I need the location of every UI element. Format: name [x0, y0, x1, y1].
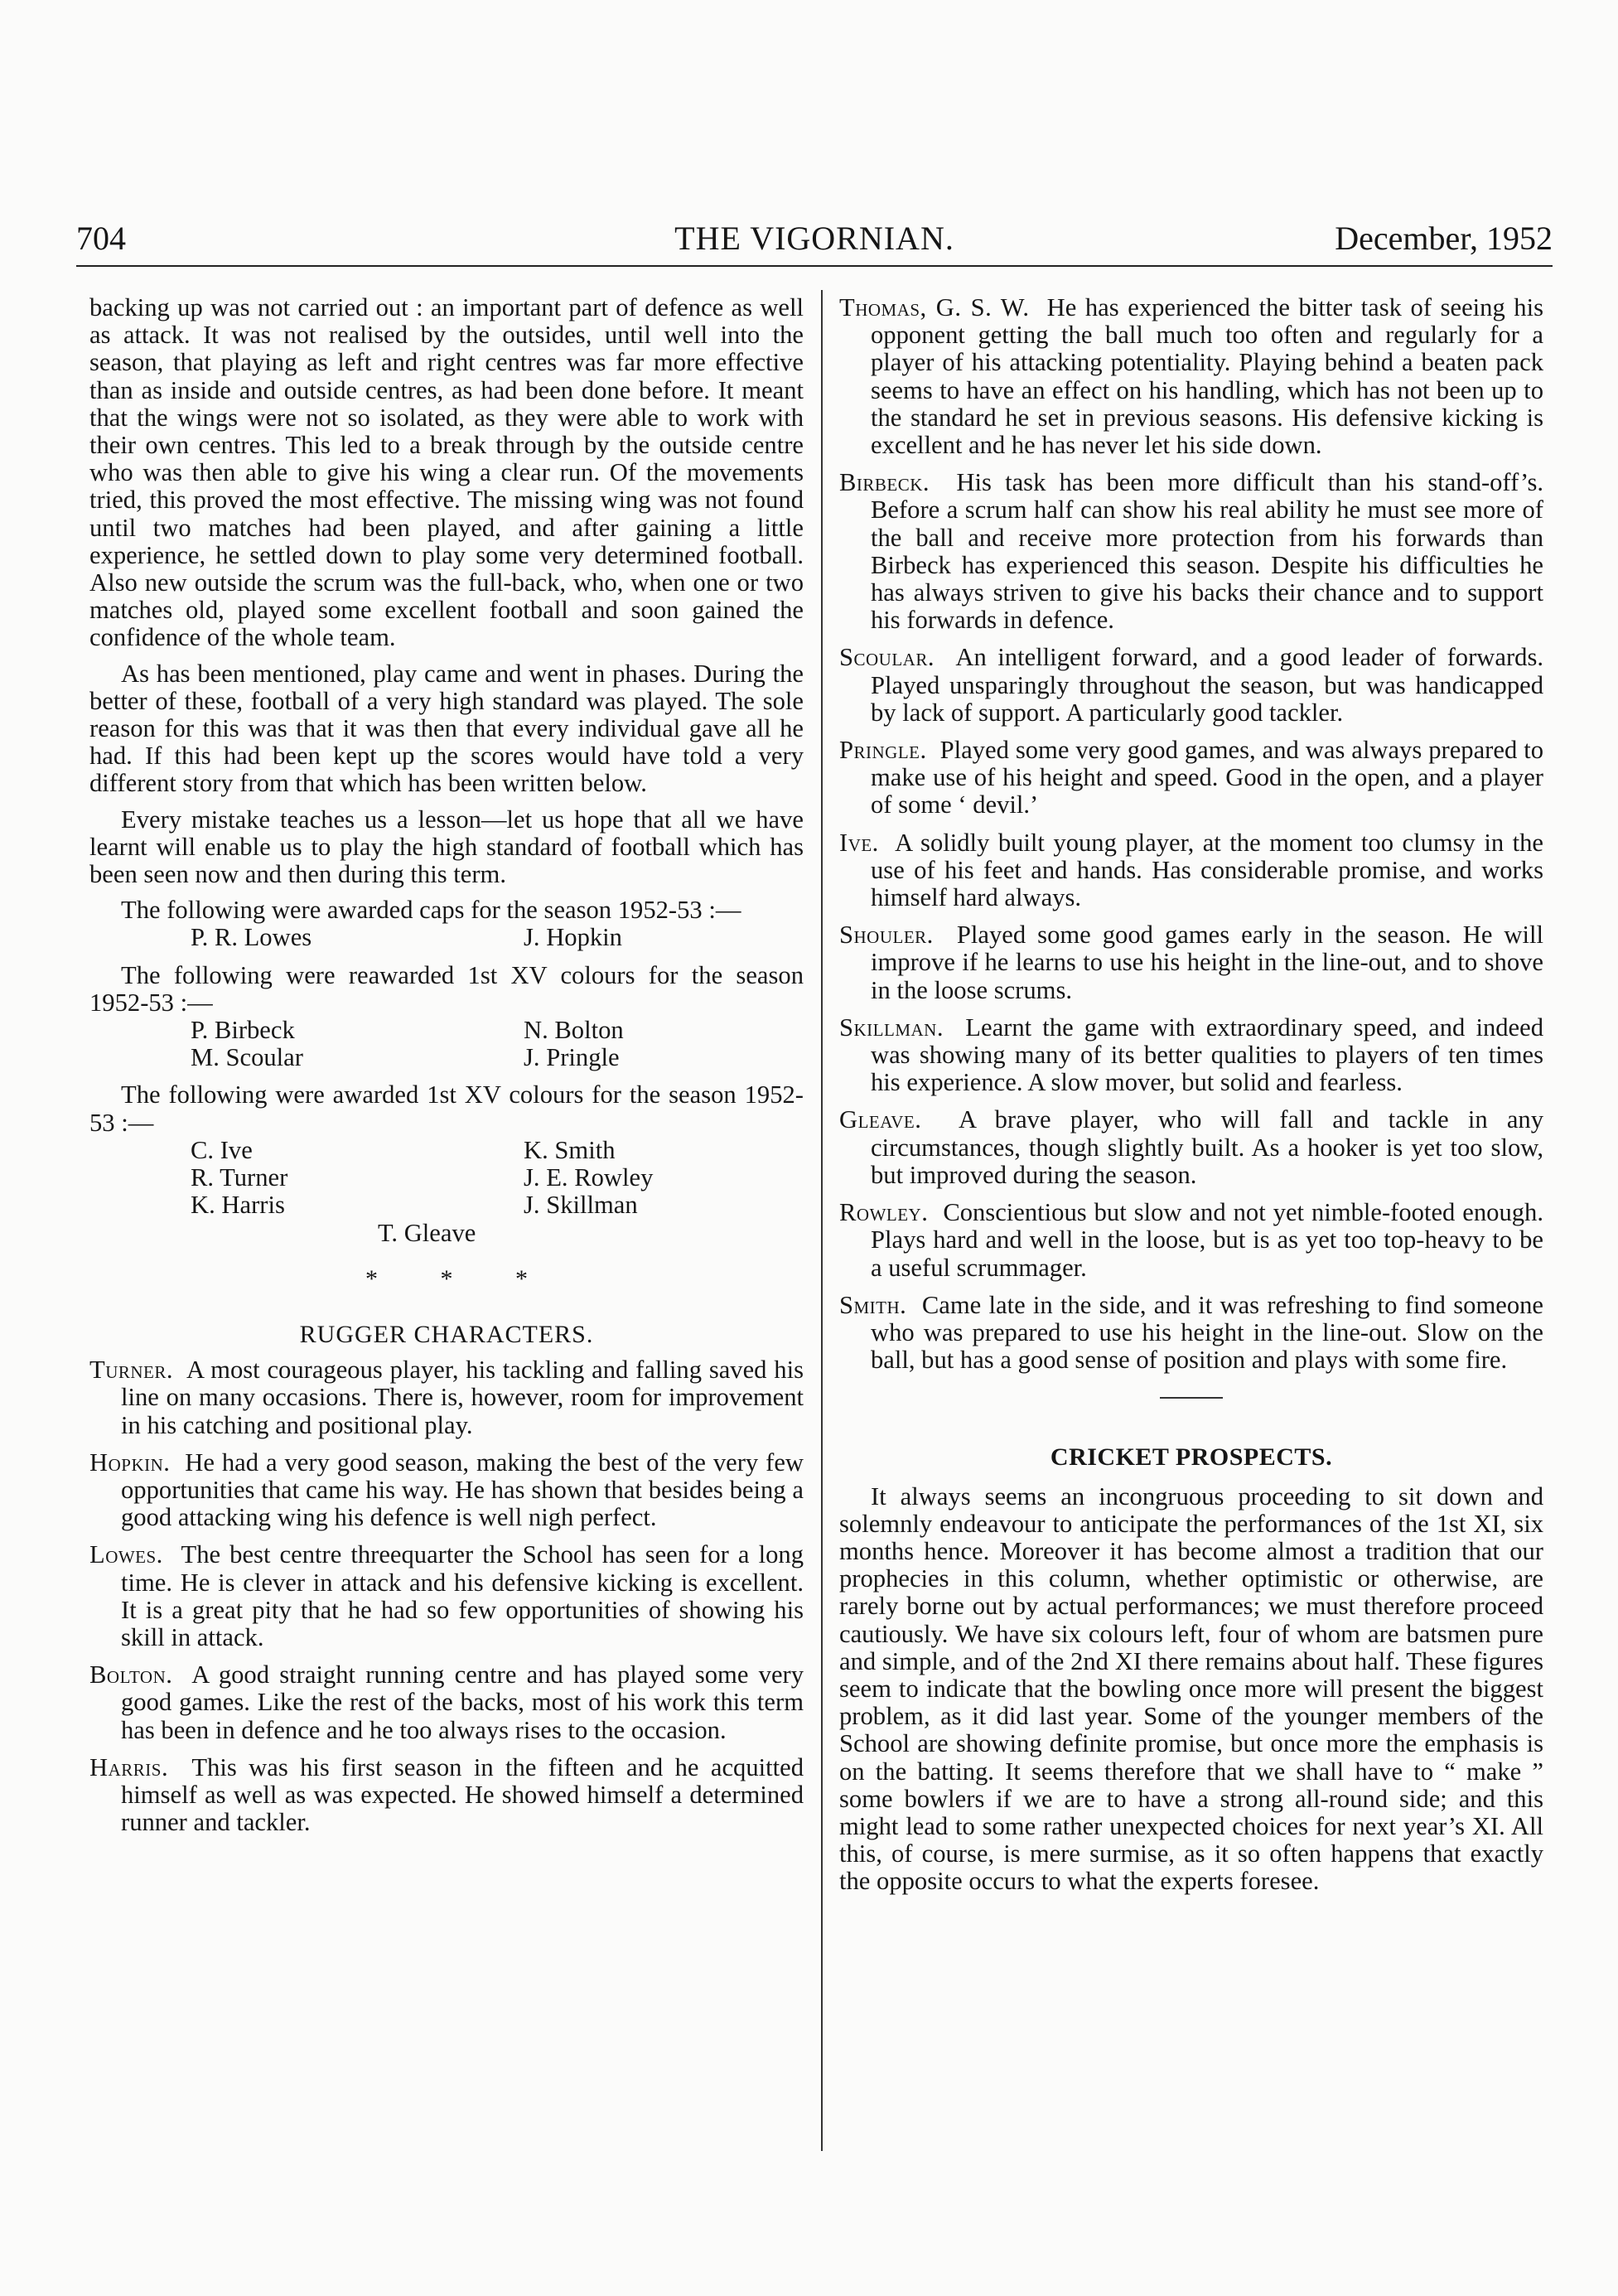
caps-intro: The following were awarded caps for the season 1952-53 :—	[121, 896, 741, 925]
reawarded-intro: The following were reawarded 1st XV colours for the season 1952-53 :—	[89, 960, 804, 1017]
player-description: A solidly built young player, at the moment too clumsy in the use of his feet and hands. Has considerable promise, and works himself hard always.	[871, 828, 1544, 912]
name-entry: J. Skillman	[524, 1191, 638, 1220]
awarded-intro: The following were awarded 1st XV colours for the season 1952-53 :—	[89, 1080, 804, 1137]
player-description: Conscientious but slow and not yet nimble-footed enough. Plays hard and well in the loose, but is as yet too top-heavy to be a useful scrummager.	[871, 1198, 1543, 1282]
player-description: A good straight running centre and has played some very good games. Like the rest of the backs, most of his work this term has been in defence and he too always rises to the occasion.	[121, 1660, 804, 1744]
player-name: Birbeck.	[839, 468, 930, 497]
left-column	[89, 294, 804, 1846]
player-description: His task has been more difficult than his stand-off’s. Before a scrum half can show his real ability he must see more of the ball and receive more protection from his forwards than Birbeck has experienced this season. Despite his difficulties he has always striven to give his backs their chance and to support his forwards in defence.	[871, 468, 1543, 635]
player-name: Hopkin.	[89, 1448, 171, 1477]
character-entry	[89, 1449, 804, 1532]
character-entry	[839, 644, 1543, 727]
name-entry: J. Pringle	[524, 1043, 620, 1072]
name-entry: K. Harris	[191, 1191, 285, 1220]
player-name: Rowley.	[839, 1198, 929, 1227]
running-header	[76, 209, 1553, 263]
player-description: The best centre threequarter the School has seen for a long time. He is clever in attack and his defensive kicking is excellent. It is a great pity that he had so few opportunities of showing his skill in attack.	[121, 1540, 804, 1651]
character-entry	[839, 1106, 1543, 1189]
header-rule	[76, 265, 1553, 267]
awarded-list	[89, 1137, 804, 1220]
player-name: Ive.	[839, 828, 879, 857]
rugby-report-phases: As has been mentioned, play came and went in phases. During the better of these, football of a very high standard was played. The sole reason for this was that it was then that every individual gave all he had. If this had been kept up the scores would have told a very different story from that which has been written below.	[89, 659, 804, 798]
player-name: Shouler.	[839, 921, 934, 950]
player-description: This was his first season in the fifteen and he acquitted himself as well as was expected. He showed himself a determined runner and tackler.	[121, 1752, 804, 1837]
name-entry: J. Hopkin	[524, 923, 622, 952]
player-name: Turner.	[89, 1356, 174, 1385]
character-entry	[839, 829, 1543, 912]
cricket-prospects-heading: CRICKET PROSPECTS.	[1050, 1443, 1333, 1472]
player-description: Played some good games early in the season. He will improve if he learns to use his height in the line-out, and to shove in the loose scrums.	[871, 921, 1544, 1004]
name-entry: J. E. Rowley	[524, 1163, 654, 1192]
rugby-report-continued: backing up was not carried out : an important part of defence as well as attack. It was not realised by the outsides, until well into the season, that playing as left and right centres was far more effective than as inside and outside centres, as had been done before. It meant that the wings were not so isolated, as they were able to work with their own centres. This led to a break through by the outside centre who was then able to give his wing a clear run. Of the movements tried, this proved the most effective. The missing wing was not found until two matches had been played, and after gaining a little experience, he settled down to play some very determined football. Also new outside the scrum was the full-back, who, when one or two matches old, played some excellent football and soon gained the confidence of the whole team.	[89, 293, 804, 652]
player-name: Thomas, G. S. W.	[839, 293, 1030, 321]
character-entry	[839, 469, 1543, 634]
player-description: A most courageous player, his tackling and falling saved his line on many occasions. There is, however, room for improvement in his catching and positional play.	[121, 1356, 804, 1439]
rugby-report-lesson: Every mistake teaches us a lesson—let us hope that all we have learnt will enable us to play the high standard of football which has been seen now and then during this term.	[89, 805, 804, 889]
player-name: Scoular.	[839, 643, 935, 672]
caps-list	[89, 924, 804, 951]
name-entry: P. Birbeck	[191, 1016, 295, 1045]
character-entry	[89, 1356, 804, 1439]
character-entry	[89, 1754, 804, 1837]
player-name: Gleave.	[839, 1105, 922, 1134]
player-name: Lowes.	[89, 1540, 163, 1569]
player-name: Harris.	[89, 1752, 169, 1781]
reawarded-list	[89, 1017, 804, 1071]
player-description: He had a very good season, making the best of the very few opportunities that came his way. He has shown that besides being a good attacking wing his defence is well nigh perfect.	[121, 1448, 804, 1532]
player-name: Smith.	[839, 1290, 907, 1319]
right-column	[839, 294, 1543, 1904]
character-entry	[839, 1199, 1543, 1282]
name-entry: N. Bolton	[524, 1016, 624, 1045]
character-entry	[839, 294, 1543, 459]
name-entry: M. Scoular	[191, 1043, 303, 1072]
cricket-prospects-text: It always seems an incongruous proceeding to sit down and solemnly endeavour to anticipate the performances of the 1st XI, six months hence. Moreover it has become almost a tradition that our prophecies in this column, whether optimistic or otherwise, are rarely borne out by actual performances; we must therefore proceed cautiously. We have six colours left, four of whom are batsmen pure and simple, and of the 2nd XI there remains about half. These figures seem to indicate that the bowling once more will present the biggest problem, as it did last year. Some of the younger members of the School are showing definite promise, but once more the emphasis is on the batting. It seems therefore that we shall have to “ make ” some bowlers if we are to have a strong all-round side; and this might lead to some rather unexpected choices for next year’s XI. All this, of course, is mere surmise, as it so often happens that exactly the opposite occurs to what the experts foresee.	[839, 1482, 1543, 1896]
column-divider	[821, 290, 823, 2151]
player-name: Skillman.	[839, 1013, 944, 1042]
section-separator-stars: * * *	[365, 1264, 556, 1293]
character-entry	[89, 1661, 804, 1744]
character-entry	[89, 1541, 804, 1651]
character-entry	[839, 921, 1543, 1004]
name-entry: K. Smith	[524, 1135, 616, 1164]
page-number: 704	[76, 220, 126, 257]
player-name: Pringle.	[839, 736, 927, 765]
publication-title: THE VIGORNIAN.	[674, 220, 954, 257]
player-name: Bolton.	[89, 1660, 173, 1689]
name-entry: C. Ive	[191, 1135, 253, 1164]
player-description: Came late in the side, and it was refreshing to find someone who was prepared to use his height in the line-out. Slow on the ball, but has a good sense of position and plays with some fire.	[871, 1290, 1543, 1375]
player-description: Learnt the game with extraordinary speed, and indeed was showing many of its better qualities to players of ten times his experience. A slow mover, but solid and fearless.	[871, 1013, 1544, 1097]
player-description: He has experienced the bitter task of seeing his opponent getting the ball much too often and regularly for a player of his attacking potentiality. Playing behind a beaten pack seems to have an effect on his handling, which has not been up to the standard he set in previous seasons. His defensive kicking is excellent and he has never let his side down.	[871, 293, 1544, 460]
name-entry: T. Gleave	[378, 1218, 476, 1247]
player-description: A brave player, who will fall and tackle in any circumstances, though slightly built. As a hooker is yet too slow, but improved during the season.	[871, 1105, 1543, 1189]
character-entry	[839, 1292, 1543, 1375]
name-entry: R. Turner	[191, 1163, 288, 1192]
name-entry: P. R. Lowes	[191, 923, 312, 952]
player-description: An intelligent forward, and a good leader of forwards. Played unsparingly throughout the season, but was handicapped by lack of support. A particularly good tackler.	[871, 643, 1543, 727]
character-entry	[839, 737, 1543, 819]
character-entry	[839, 1014, 1543, 1097]
issue-date: December, 1952	[1335, 220, 1553, 257]
player-description: Played some very good games, and was always prepared to make use of his height and speed. Good in the open, and a player of some ‘ devil.’	[871, 736, 1543, 819]
rugger-characters-heading: RUGGER CHARACTERS.	[299, 1320, 594, 1348]
